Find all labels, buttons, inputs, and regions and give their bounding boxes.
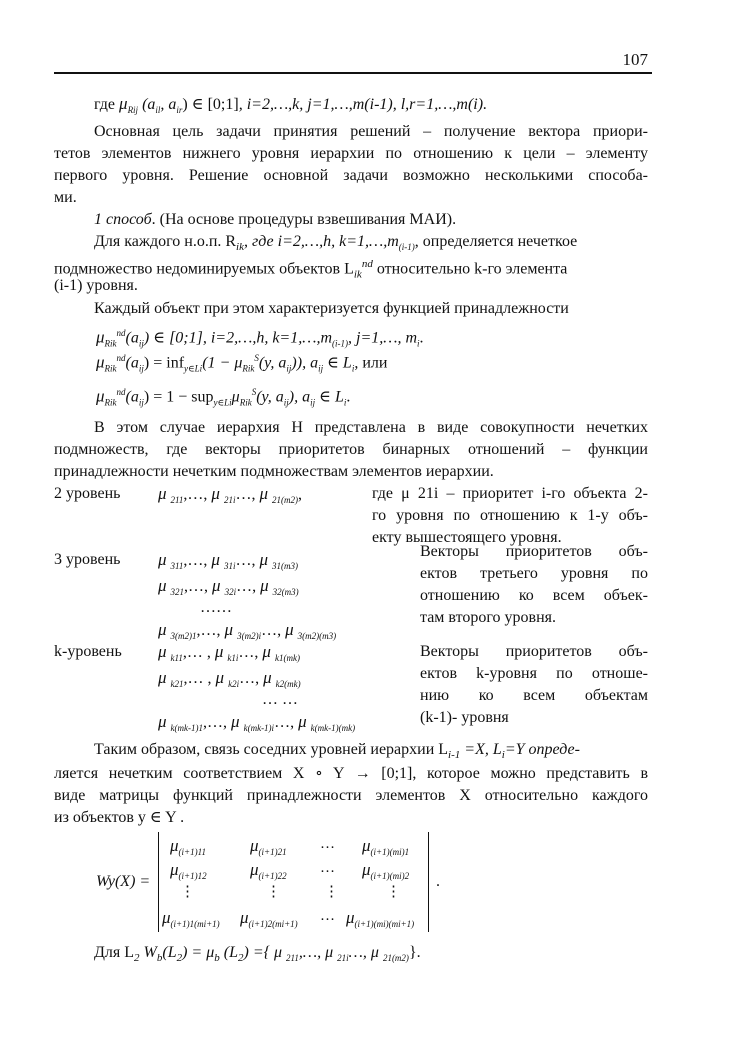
level-3-row-2: μ $_{321}$,…, μ $_{32i}$…, μ $_{32(m3)}$ xyxy=(158,576,299,598)
matrix-vdots-1: ⋮ xyxy=(180,884,195,900)
para4-line-2: подмножеств, где векторы приоритетов бинарных отношений – функции xyxy=(54,441,648,458)
para1-line-1: Основная цель задачи принятия решений – получение вектора приори- xyxy=(94,123,648,140)
matrix-hdots-3: … xyxy=(320,908,335,924)
matrix-lhs: Wy(X) = xyxy=(96,873,151,890)
matrix-end-period: . xyxy=(436,873,440,890)
para5-line-2: ляется нечетким соответствием X ∘ Y → [0;1], которое можно представить в xyxy=(54,765,648,782)
formula-membership-sup: $\mu_{Rik}^{nd}(a_{ij}) = 1 - sup_{y\in Li}\mu_{Rik}^S(y$, $a_{ij}$), $a_{ij}$ ∈ $L_i$. xyxy=(96,386,351,408)
para5-line-3: виде матрицы функций принадлежности элементов X относительно каждого xyxy=(54,787,648,804)
matrix-left-bar xyxy=(158,832,159,932)
matrix-vdots-2: ⋮ xyxy=(266,884,281,900)
para2-line-1: Для каждого н.о.п. $R_{ik}$, где i=2,…,h, $k=1,\dots,m_{(i-1)}$, определяется нечеткое xyxy=(94,233,578,254)
header-rule xyxy=(54,72,652,74)
para4-line-1: В этом случае иерархия H представлена в виде совокупности нечетких xyxy=(94,419,648,436)
level-3-label: 3 уровень xyxy=(54,551,121,568)
level-k-row-1: μ $_{k11}$,… , μ $_{k1i}$…, μ $_{k1(mk)}$ xyxy=(158,642,300,664)
matrix-cell-2-1: $\mu_{(i+1)12}$ xyxy=(170,860,207,881)
para1-line-2: тетов элементов нижнего уровня иерархии по отношению к цели – элементу xyxy=(54,145,648,162)
matrix-cell-1-3: $\mu_{(i+1)(mi)1}$ xyxy=(362,836,410,857)
matrix-cell-3-3: $\mu_{(i+1)(mi)(mi+1)}$ xyxy=(346,908,415,929)
matrix-cell-1-2: $\mu_{(i+1)21}$ xyxy=(250,836,287,857)
matrix-vdots-4: ⋮ xyxy=(386,884,401,900)
para2-line-3: (i-1) уровня. xyxy=(54,277,138,294)
matrix-hdots-1: … xyxy=(320,836,335,852)
para5-line-1: Таким образом, связь соседних уровней иерархии $L_{i-1} =X$, $L_i=Y$ опреде- xyxy=(94,741,580,762)
level-k-ellipsis: … … xyxy=(262,691,298,708)
method-1-heading: 1 способ. (На основе процедуры взвешивания МАИ). xyxy=(94,211,457,228)
para3: Каждый объект при этом характеризуется функцией принадлежности xyxy=(94,300,569,317)
level-k-desc-3: нию ко всем объектам xyxy=(420,687,648,704)
level-3-row-3: μ $_{3(m2)1}$,…, μ $_{3(m2)i}$…, μ $_{3(m2)(m3)}$ xyxy=(158,620,337,642)
level-k-desc-2: ектов k-уровня по отноше- xyxy=(420,665,648,682)
level-3-ellipsis: …… xyxy=(200,599,232,616)
para2-line-2: подмножество недоминируемых объектов $L_{ik}nd$ относительно k-го элемента xyxy=(54,258,568,281)
level-2-desc-3: екту вышестоящего уровня. xyxy=(372,529,562,546)
level-k-row-2: μ $_{k21}$,… , μ $_{k2i}$…, μ $_{k2(mk)}$ xyxy=(158,668,301,690)
formula-membership-1: $\mu_{Rik}^{nd}(a_{ij})$ ∈ [0;1], i=2,…,h, $k=1,\dots,m_{(i-1)}$, j=1,…, $m_i$. xyxy=(96,327,424,349)
level-k-row-3: μ $_{k(mk-1)1}$,…, μ $_{k(mk-1)i}$…, μ $_{k(mk-1)(mk)}$ xyxy=(158,712,356,734)
matrix-cell-1-1: $\mu_{(i+1)11}$ xyxy=(170,836,206,857)
level-3-desc-3: отношению ко всем объек- xyxy=(420,587,648,604)
matrix-hdots-2: … xyxy=(320,860,335,876)
matrix-cell-3-1: $\mu_{(i+1)1(mi+1)}$ xyxy=(162,908,220,929)
matrix-cell-2-3: $\mu_{(i+1)(mi)2}$ xyxy=(362,860,410,881)
level-2-label: 2 уровень xyxy=(54,485,121,502)
matrix-right-bar xyxy=(428,832,429,932)
level-2-desc-1: где μ 21i – приоритет i-го объекта 2- xyxy=(372,485,648,502)
level-2-vector: μ $_{211}$,…, μ $_{21i}$…, μ $_{21(m2)}$, xyxy=(158,484,302,506)
level-3-row-1: μ $_{311}$,…, μ $_{31i}$…, μ $_{31(m3)}$ xyxy=(158,550,298,572)
level-2-desc-2: го уровня по отношению к 1-у объ- xyxy=(372,507,648,524)
para1-line-3: первого уровня. Решение основной задачи возможно несколькими способа- xyxy=(54,167,648,184)
matrix-cell-3-2: $\mu_{(i+1)2(mi+1)}$ xyxy=(240,908,298,929)
page-number: 107 xyxy=(622,50,648,69)
level-k-label: k-уровень xyxy=(54,643,122,660)
level-3-desc-2: ектов третьего уровня по xyxy=(420,565,648,582)
level-k-desc-1: Векторы приоритетов объ- xyxy=(420,643,648,660)
level-3-desc-1: Векторы приоритетов объ- xyxy=(420,543,648,560)
para4-line-3: принадлежности нечетким подмножествам элементов иерархии. xyxy=(54,463,494,480)
level-k-desc-4: (k-1)- уровня xyxy=(420,709,509,726)
para1-line-4: ми. xyxy=(54,189,77,206)
para5-line-4: из объектов y ∈ Y . xyxy=(54,809,185,826)
formula-membership-inf: $\mu_{Rik}^{nd}(a_{ij}) = inf_{y\in Li}(1 - \mu_{Rik}^S(y$, $a_{ij}$)), $a_{ij}$ ∈ $L_i$, или xyxy=(96,352,388,374)
formula-line-1: где $\mu_{Rij}$ ($a_{il}$, $a_{ir}$) ∈ [0;1], i=2,…,k, j=1,…,m(i-1), l,r=1,…,m(i). xyxy=(94,94,488,116)
level-3-desc-4: там второго уровня. xyxy=(420,609,556,626)
matrix-cell-2-2: $\mu_{(i+1)22}$ xyxy=(250,860,287,881)
last-formula-line: Для $L_2$ $W_b(L_2) = \mu_b$ $(L_2)$ ={ μ $_{211}$,…, μ $_{21i}$…, μ $_{21(m2)}$}. xyxy=(94,944,421,965)
matrix-vdots-3: ⋮ xyxy=(324,884,339,900)
